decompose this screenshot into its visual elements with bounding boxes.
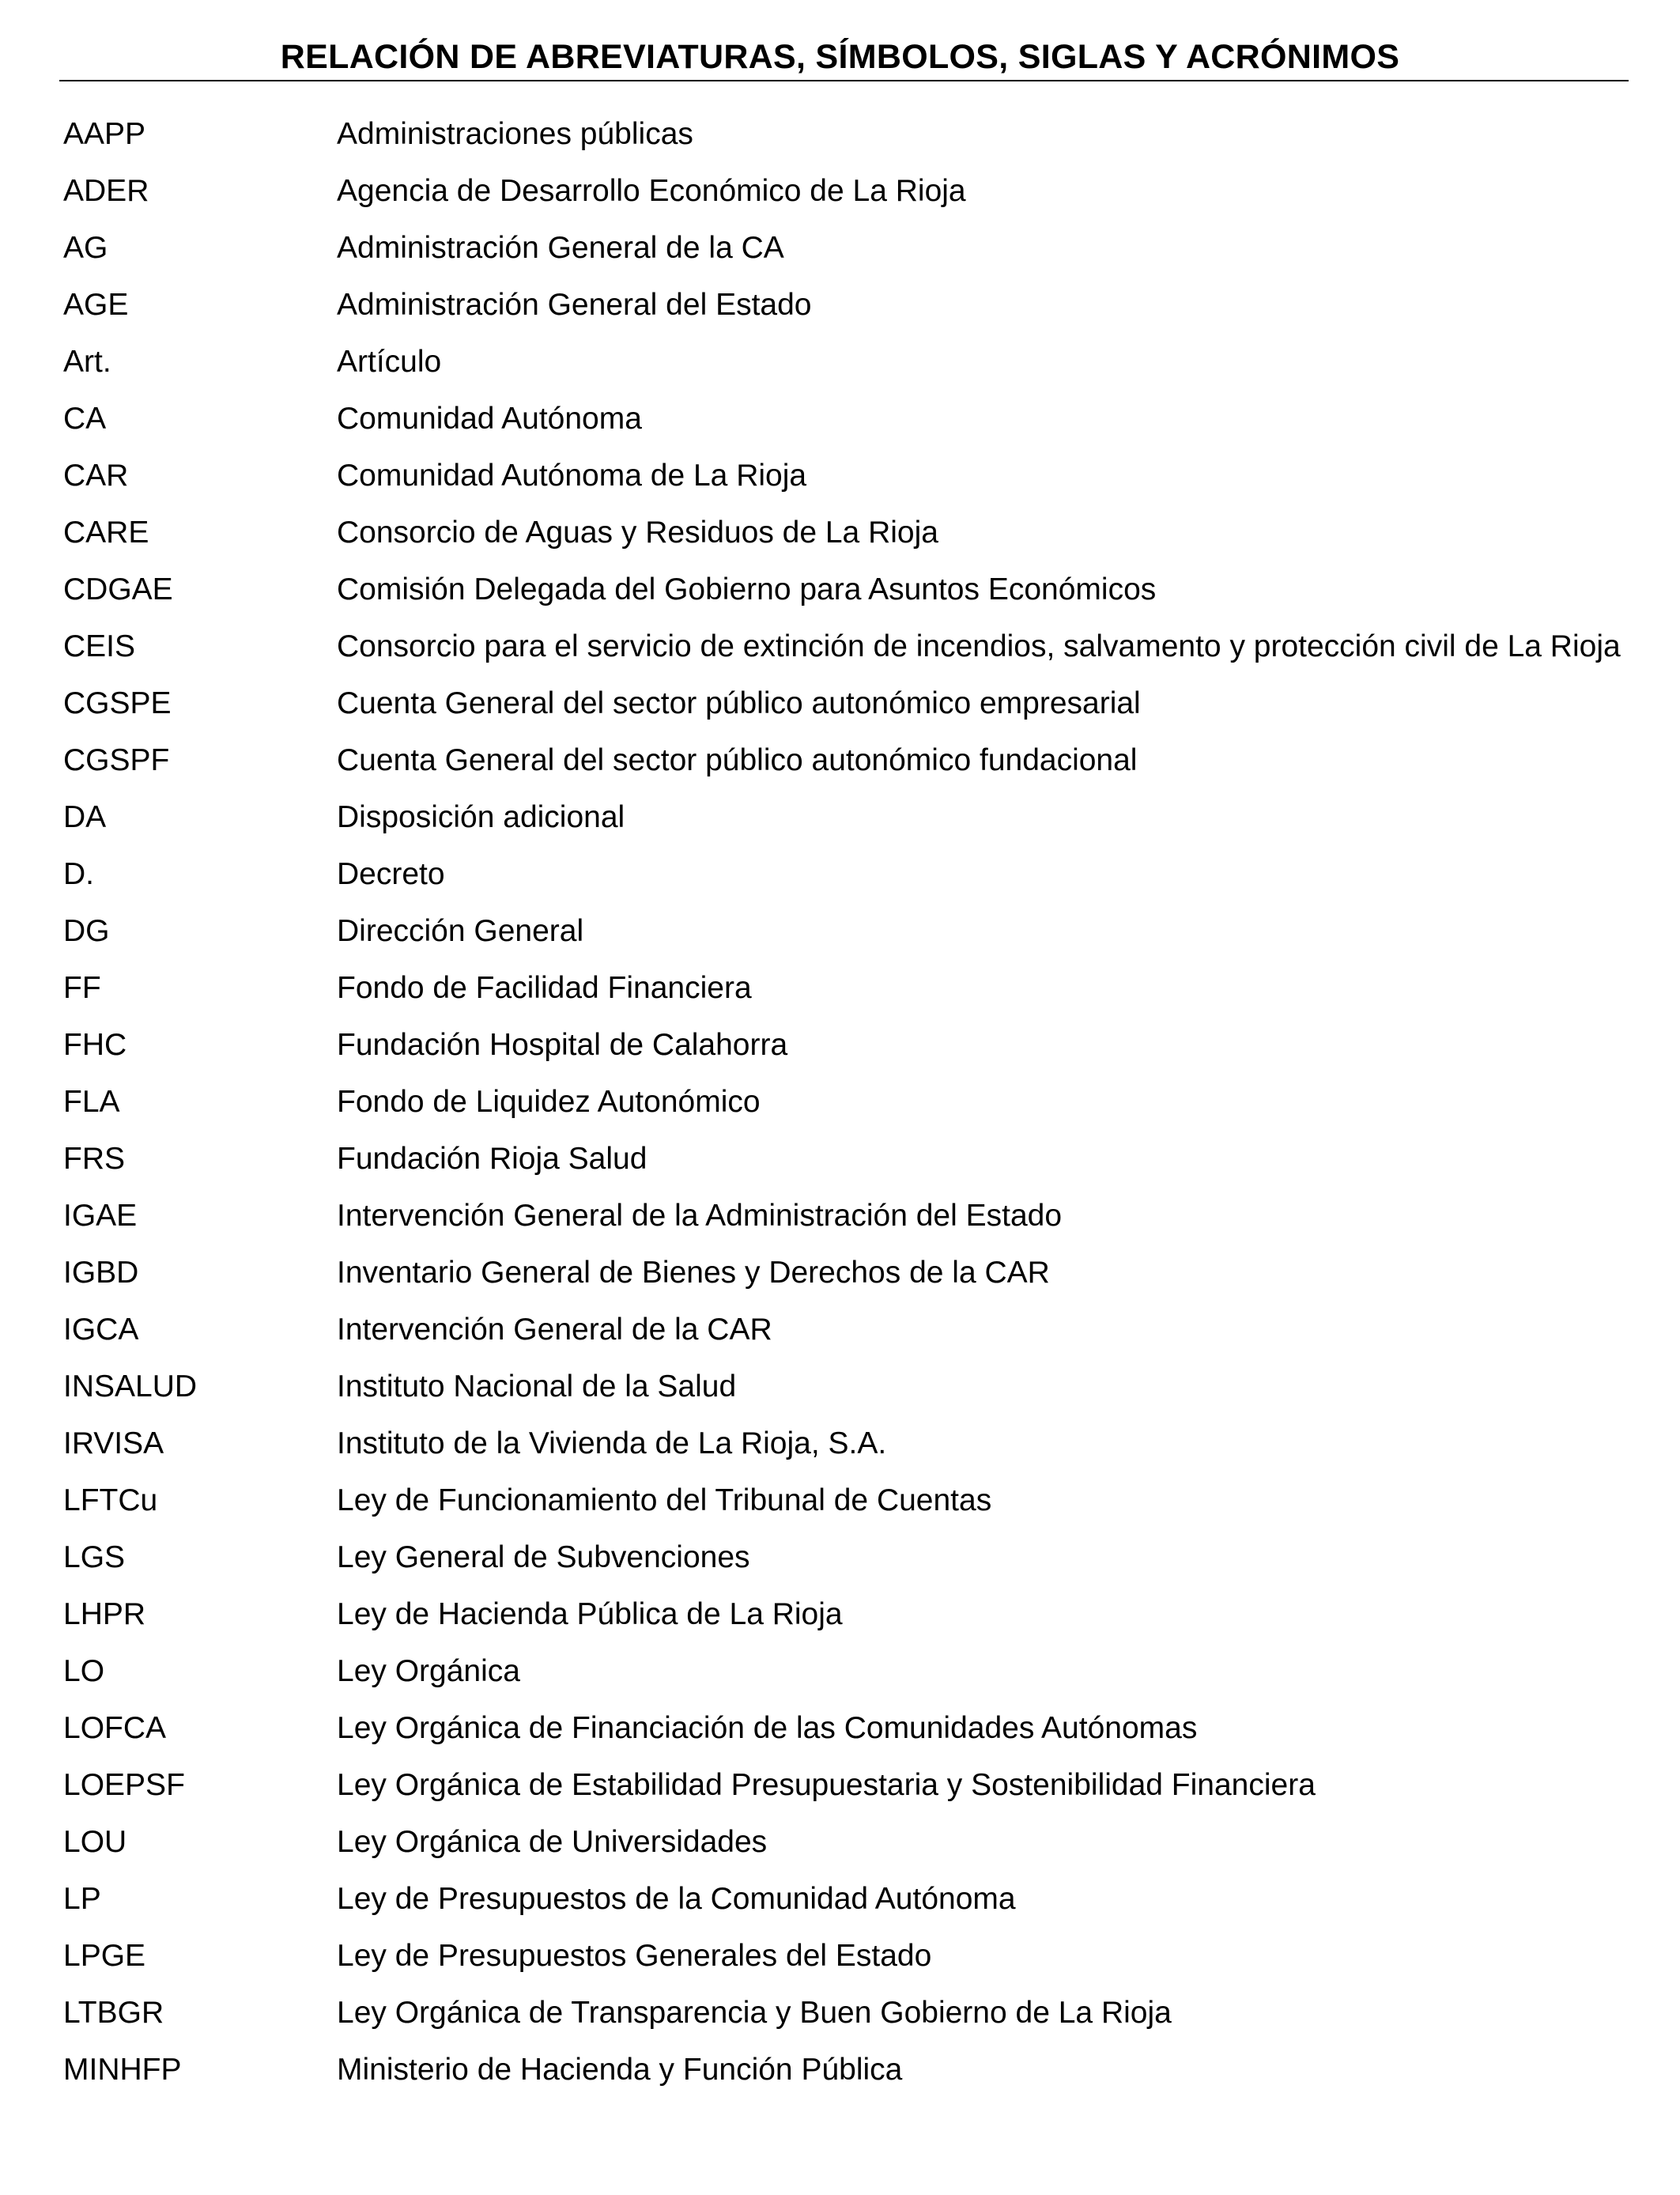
abbreviation-definition: Consorcio de Aguas y Residuos de La Rioja bbox=[337, 516, 938, 550]
abbreviation-definition: Ley Orgánica de Financiación de las Comunidades Autónomas bbox=[337, 1711, 1198, 1745]
abbreviation-term: DG bbox=[63, 914, 110, 948]
abbreviation-definition: Decreto bbox=[337, 857, 445, 891]
abbreviation-row bbox=[63, 1710, 1629, 1747]
abbreviation-term: D. bbox=[63, 857, 94, 891]
abbreviation-definition: Ley Orgánica de Transparencia y Buen Gobierno de La Rioja bbox=[337, 1996, 1172, 2030]
abbreviation-row bbox=[63, 799, 1629, 836]
abbreviation-term: CDGAE bbox=[63, 572, 173, 606]
abbreviation-term: CGSPE bbox=[63, 686, 172, 720]
abbreviation-term: FHC bbox=[63, 1028, 127, 1062]
abbreviation-definition: Intervención General de la Administración del Estado bbox=[337, 1199, 1063, 1233]
abbreviation-row bbox=[63, 1027, 1629, 1063]
abbreviation-term: IRVISA bbox=[63, 1426, 164, 1460]
abbreviation-definition: Administración General de la CA bbox=[337, 231, 784, 265]
abbreviation-row bbox=[63, 1596, 1629, 1633]
abbreviation-term: LPGE bbox=[63, 1939, 146, 1973]
abbreviation-definition: Agencia de Desarrollo Económico de La Rioja bbox=[337, 174, 966, 208]
abbreviation-term: AGE bbox=[63, 288, 129, 322]
abbreviation-term: CAR bbox=[63, 459, 129, 493]
abbreviation-definition: Comunidad Autónoma bbox=[337, 402, 642, 436]
abbreviation-definition: Fondo de Liquidez Autonómico bbox=[337, 1085, 761, 1119]
abbreviation-row bbox=[63, 970, 1629, 1007]
abbreviation-definition: Ley Orgánica bbox=[337, 1654, 520, 1688]
abbreviation-definition: Artículo bbox=[337, 345, 442, 379]
abbreviation-row bbox=[63, 1540, 1629, 1576]
abbreviation-term: LGS bbox=[63, 1540, 126, 1574]
abbreviation-row bbox=[63, 1767, 1629, 1804]
abbreviation-row bbox=[63, 116, 1629, 153]
abbreviation-row bbox=[63, 401, 1629, 437]
abbreviation-term: FF bbox=[63, 971, 101, 1005]
abbreviation-term: CARE bbox=[63, 516, 149, 550]
abbreviation-term: IGCA bbox=[63, 1313, 139, 1347]
abbreviation-row bbox=[63, 1881, 1629, 1917]
abbreviation-row bbox=[63, 515, 1629, 551]
abbreviation-row bbox=[63, 1824, 1629, 1861]
abbreviation-term: DA bbox=[63, 800, 107, 834]
abbreviation-row bbox=[63, 629, 1629, 665]
abbreviation-definition: Fundación Rioja Salud bbox=[337, 1142, 647, 1176]
abbreviation-definition: Ley de Funcionamiento del Tribunal de Cuentas bbox=[337, 1483, 992, 1517]
abbreviation-row bbox=[63, 1653, 1629, 1690]
abbreviation-term: ADER bbox=[63, 174, 149, 208]
abbreviation-definition: Comunidad Autónoma de La Rioja bbox=[337, 459, 807, 493]
abbreviation-definition: Consorcio para el servicio de extinción de incendios, salvamento y protección civil de La Rioja bbox=[337, 629, 1621, 663]
abbreviation-definition: Ley Orgánica de Universidades bbox=[337, 1825, 768, 1859]
abbreviation-row bbox=[63, 1198, 1629, 1234]
abbreviation-term: FRS bbox=[63, 1142, 125, 1176]
title-divider bbox=[59, 80, 1629, 81]
abbreviation-row bbox=[63, 1426, 1629, 1462]
abbreviation-definition: Administración General del Estado bbox=[337, 288, 812, 322]
abbreviation-row bbox=[63, 1938, 1629, 1974]
abbreviation-row bbox=[63, 913, 1629, 950]
abbreviation-term: LP bbox=[63, 1882, 101, 1916]
abbreviation-row bbox=[63, 742, 1629, 779]
abbreviation-row bbox=[63, 1141, 1629, 1177]
abbreviation-definition: Intervención General de la CAR bbox=[337, 1313, 772, 1347]
abbreviation-term: LHPR bbox=[63, 1597, 146, 1631]
abbreviation-definition: Comisión Delegada del Gobierno para Asuntos Económicos bbox=[337, 572, 1157, 606]
abbreviation-row bbox=[63, 856, 1629, 893]
abbreviation-definition: Cuenta General del sector público autonómico empresarial bbox=[337, 686, 1141, 720]
abbreviation-row bbox=[63, 1483, 1629, 1519]
abbreviation-definition: Cuenta General del sector público autonómico fundacional bbox=[337, 743, 1138, 777]
abbreviation-row bbox=[63, 458, 1629, 494]
abbreviation-term: AAPP bbox=[63, 117, 146, 151]
abbreviation-term: CGSPF bbox=[63, 743, 170, 777]
abbreviation-row bbox=[63, 2052, 1629, 2088]
abbreviation-term: Art. bbox=[63, 345, 111, 379]
abbreviation-term: CA bbox=[63, 402, 107, 436]
abbreviation-row bbox=[63, 1995, 1629, 2031]
abbreviation-row bbox=[63, 287, 1629, 323]
abbreviation-definition: Inventario General de Bienes y Derechos de la CAR bbox=[337, 1256, 1050, 1290]
abbreviation-term: AG bbox=[63, 231, 108, 265]
abbreviation-row bbox=[63, 344, 1629, 380]
abbreviation-row bbox=[63, 1084, 1629, 1120]
abbreviation-definition: Ley Orgánica de Estabilidad Presupuestaria y Sostenibilidad Financiera bbox=[337, 1768, 1316, 1802]
abbreviation-term: FLA bbox=[63, 1085, 120, 1119]
abbreviation-definition: Fondo de Facilidad Financiera bbox=[337, 971, 752, 1005]
abbreviation-definition: Ley de Presupuestos Generales del Estado bbox=[337, 1939, 932, 1973]
abbreviation-definition: Fundación Hospital de Calahorra bbox=[337, 1028, 788, 1062]
abbreviation-term: LOEPSF bbox=[63, 1768, 185, 1802]
abbreviation-term: IGBD bbox=[63, 1256, 139, 1290]
abbreviation-term: MINHFP bbox=[63, 2053, 182, 2087]
abbreviation-term: IGAE bbox=[63, 1199, 138, 1233]
abbreviation-definition: Ley General de Subvenciones bbox=[337, 1540, 750, 1574]
abbreviation-term: LOFCA bbox=[63, 1711, 167, 1745]
abbreviation-term: LOU bbox=[63, 1825, 127, 1859]
abbreviation-list bbox=[63, 116, 1629, 2109]
abbreviation-row bbox=[63, 1255, 1629, 1291]
abbreviation-definition: Ley de Hacienda Pública de La Rioja bbox=[337, 1597, 843, 1631]
abbreviation-definition: Instituto de la Vivienda de La Rioja, S.A. bbox=[337, 1426, 887, 1460]
abbreviation-definition: Dirección General bbox=[337, 914, 584, 948]
abbreviation-row bbox=[63, 1369, 1629, 1405]
abbreviation-definition: Disposición adicional bbox=[337, 800, 625, 834]
abbreviation-term: LO bbox=[63, 1654, 105, 1688]
abbreviation-definition: Instituto Nacional de la Salud bbox=[337, 1370, 737, 1404]
abbreviation-term: CEIS bbox=[63, 629, 136, 663]
abbreviation-definition: Ministerio de Hacienda y Función Pública bbox=[337, 2053, 903, 2087]
abbreviation-row bbox=[63, 572, 1629, 608]
abbreviation-term: LTBGR bbox=[63, 1996, 164, 2030]
abbreviation-term: LFTCu bbox=[63, 1483, 158, 1517]
abbreviation-row bbox=[63, 686, 1629, 722]
abbreviation-row bbox=[63, 1312, 1629, 1348]
page-title: RELACIÓN DE ABREVIATURAS, SÍMBOLOS, SIGLAS Y ACRÓNIMOS bbox=[280, 38, 1400, 76]
abbreviation-row bbox=[63, 173, 1629, 210]
abbreviation-term: INSALUD bbox=[63, 1370, 198, 1404]
abbreviation-definition: Administraciones públicas bbox=[337, 117, 693, 151]
abbreviation-definition: Ley de Presupuestos de la Comunidad Autónoma bbox=[337, 1882, 1016, 1916]
abbreviation-row bbox=[63, 230, 1629, 266]
